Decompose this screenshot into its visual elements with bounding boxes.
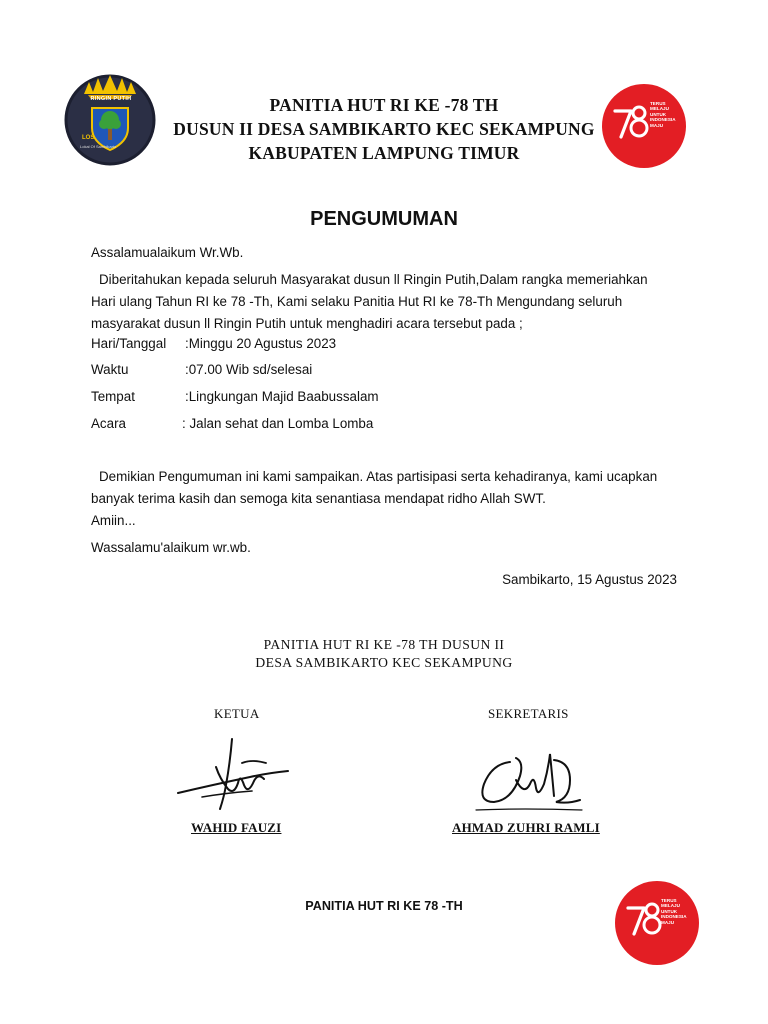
- detail-label: Tempat: [91, 389, 135, 404]
- ketua-name: WAHID FAUZI: [191, 820, 282, 835]
- greeting: Assalamualaikum Wr.Wb.: [91, 245, 244, 260]
- logo-left-text: RINGIN PUTIH: [90, 96, 132, 102]
- role-sekretaris: SEKRETARIS: [488, 706, 569, 721]
- ketua-signature: [172, 733, 296, 817]
- sekretaris-signature: [472, 740, 588, 816]
- page-title: PENGUMUMAN: [310, 208, 458, 230]
- ringin-putih-logo: [62, 70, 158, 166]
- header-line-1: PANITIA HUT RI KE -78 TH: [269, 95, 499, 115]
- logo-left-caption: Lokal Of Sambikarto: [80, 144, 117, 149]
- detail-label: Waktu: [91, 362, 129, 377]
- place-date: Sambikarto, 15 Agustus 2023: [502, 572, 677, 587]
- closing-paragraph: Demikian Pengumuman ini kami sampaikan. Atas partisipasi serta kehadiranya, kami ucapkan banyak terima kasih dan semoga kita senantiasa mendapat ridho Allah SWT. Amiin...: [91, 469, 658, 528]
- signature-block-line-2: DESA SAMBIKARTO KEC SEKAMPUNG: [255, 655, 513, 670]
- signature-block-line-1: PANITIA HUT RI KE -78 TH DUSUN II: [263, 637, 505, 652]
- sekretaris-name: AHMAD ZUHRI RAMLI: [452, 820, 600, 835]
- detail-label: Acara: [91, 416, 126, 431]
- detail-value: :Lingkungan Majid Baabussalam: [185, 389, 379, 404]
- logo-bottom-tagline: TERUS MELAJU UNTUK INDONESIA MAJU: [661, 898, 687, 925]
- detail-value: : Jalan sehat dan Lomba Lomba: [182, 416, 374, 431]
- detail-label: Hari/Tanggal: [91, 336, 167, 351]
- role-ketua: KETUA: [214, 706, 260, 721]
- logo-right-tagline: TERUS MELAJU UNTUK INDONESIA MAJU: [650, 101, 676, 128]
- detail-value: :Minggu 20 Agustus 2023: [185, 336, 337, 351]
- header-line-3: KABUPATEN LAMPUNG TIMUR: [248, 143, 520, 163]
- detail-value: :07.00 Wib sd/selesai: [185, 362, 313, 377]
- footer-title: PANITIA HUT RI KE 78 -TH: [305, 899, 463, 913]
- farewell: Wassalamu'alaikum wr.wb.: [91, 540, 251, 555]
- intro-paragraph: Diberitahukan kepada seluruh Masyarakat dusun ll Ringin Putih,Dalam rangka memeriahkan Hari ulang Tahun RI ke 78 -Th, Kami selaku Panitia Hut RI ke 78-Th Mengundang seluruh masyarakat dusun ll Ringin Putih untuk menghadiri acara tersebut pada ;: [91, 272, 648, 331]
- header-line-2: DUSUN II DESA SAMBIKARTO KEC SEKAMPUNG: [173, 119, 595, 139]
- logo-left-sub: LOS: [82, 135, 95, 141]
